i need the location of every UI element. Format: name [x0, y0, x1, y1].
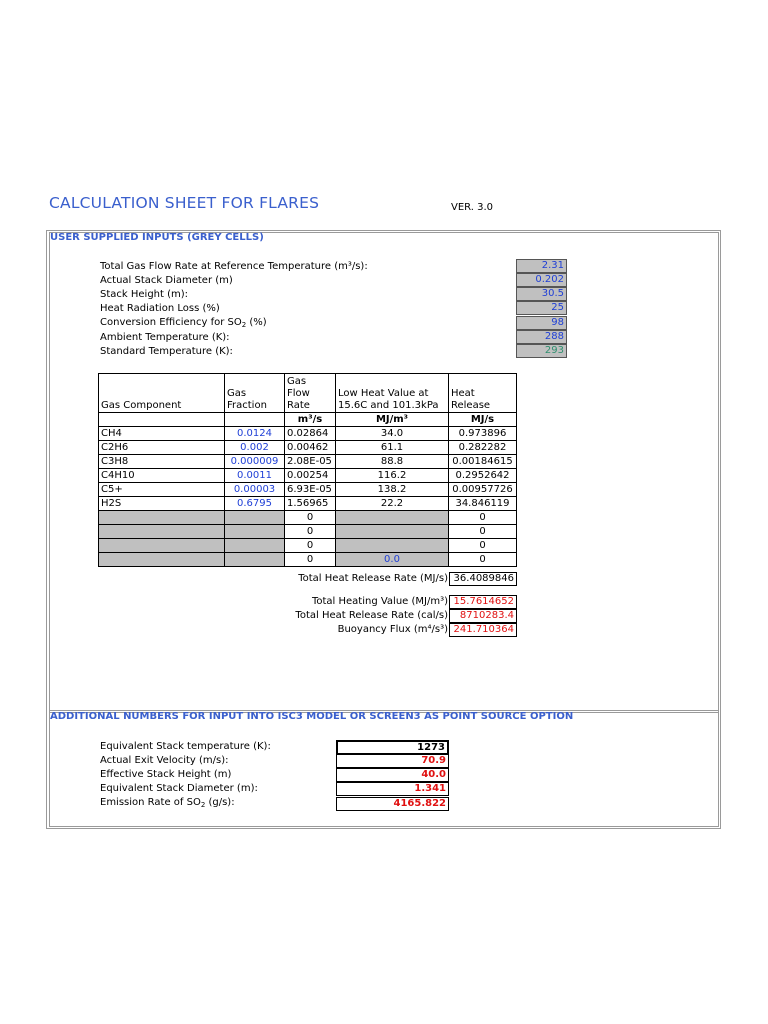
- unit-cell: [99, 413, 225, 427]
- output-label-stack-temperature: Equivalent Stack temperature (K):: [100, 741, 271, 752]
- input-label-heat-radiation-loss: Heat Radiation Loss (%): [100, 303, 220, 314]
- fraction-cell[interactable]: [225, 525, 285, 539]
- heat-value-cell[interactable]: 0.0: [336, 553, 449, 567]
- heat-release-cell: 0: [449, 511, 517, 525]
- heat-release-cell: 0.2952642: [449, 469, 517, 483]
- total-heating-value: 15.7614652: [449, 595, 517, 609]
- unit-cell: MJ/s: [449, 413, 517, 427]
- total-heating-value-label: Total Heating Value (MJ/m³): [311, 596, 448, 607]
- component-cell[interactable]: [99, 553, 225, 567]
- output-emission-rate: 4165.822: [336, 797, 449, 811]
- header-gas-flow-rate: Gas Flow Rate: [285, 374, 336, 413]
- flow-rate-cell: 0.02864: [285, 427, 336, 441]
- table-row: [99, 441, 517, 455]
- input-standard-temperature[interactable]: 293: [516, 344, 567, 358]
- fraction-cell[interactable]: 0.000009: [225, 455, 285, 469]
- heat-value-cell: 138.2: [336, 483, 449, 497]
- output-label-exit-velocity: Actual Exit Velocity (m/s):: [100, 755, 229, 766]
- table-row: [99, 525, 517, 539]
- input-ambient-temperature[interactable]: 288: [516, 330, 567, 344]
- heat-release-cell: 0.282282: [449, 441, 517, 455]
- input-label-stack-diameter: Actual Stack Diameter (m): [100, 275, 233, 286]
- output-label-effective-stack-height: Effective Stack Height (m): [100, 769, 232, 780]
- fraction-cell[interactable]: [225, 511, 285, 525]
- buoyancy-flux-label: Buoyancy Flux (m⁴/s³): [337, 624, 448, 635]
- additional-section-heading: ADDITIONAL NUMBERS FOR INPUT INTO ISC3 MODEL OR SCREEN3 AS POINT SOURCE OPTION: [50, 711, 574, 722]
- output-effective-stack-height: 40.0: [336, 768, 449, 782]
- table-row: [99, 511, 517, 525]
- flow-rate-cell: 0: [285, 511, 336, 525]
- heat-value-cell: 22.2: [336, 497, 449, 511]
- flow-rate-cell: 0: [285, 525, 336, 539]
- heat-value-cell: 61.1: [336, 441, 449, 455]
- total-heat-release-cal: 8710283.4: [449, 609, 517, 623]
- buoyancy-flux-value: 241.710364: [449, 623, 517, 637]
- total-heat-release-value: 36.4089846: [449, 572, 517, 586]
- input-heat-radiation-loss[interactable]: 25: [516, 301, 567, 315]
- table-row: [99, 469, 517, 483]
- table-row: [99, 483, 517, 497]
- table-units-row: [99, 413, 517, 427]
- heat-release-cell: 0: [449, 539, 517, 553]
- output-exit-velocity: 70.9: [336, 754, 449, 768]
- input-label-stack-height: Stack Height (m):: [100, 289, 189, 300]
- version-label: VER. 3.0: [451, 202, 494, 213]
- page-title: CALCULATION SHEET FOR FLARES: [49, 194, 320, 212]
- unit-cell: MJ/m³: [336, 413, 449, 427]
- heat-value-cell[interactable]: [336, 539, 449, 553]
- table-row: [99, 553, 517, 567]
- output-stack-temperature: 1273: [336, 740, 449, 754]
- inputs-section-heading: USER SUPPLIED INPUTS (GREY CELLS): [50, 232, 264, 243]
- output-equivalent-stack-diameter: 1.341: [336, 782, 449, 796]
- component-cell: C5+: [99, 483, 225, 497]
- header-low-heat-value: Low Heat Value at 15.6C and 101.3kPa: [336, 374, 449, 413]
- input-flow-rate[interactable]: 2.31: [516, 259, 567, 273]
- header-gas-fraction: Gas Fraction: [225, 374, 285, 413]
- input-label-ambient-temperature: Ambient Temperature (K):: [100, 332, 230, 343]
- heat-release-cell: 0.00184615: [449, 455, 517, 469]
- heat-release-cell: 34.846119: [449, 497, 517, 511]
- input-label-conversion-efficiency: Conversion Efficiency for $SO_2$ (%): [100, 317, 267, 329]
- unit-cell: m³/s: [285, 413, 336, 427]
- fraction-cell[interactable]: 0.0124: [225, 427, 285, 441]
- input-label-flow-rate: Total Gas Flow Rate at Reference Temperature (m³/s):: [100, 261, 368, 272]
- unit-cell: [225, 413, 285, 427]
- component-cell: C2H6: [99, 441, 225, 455]
- header-heat-release: Heat Release: [449, 374, 517, 413]
- output-label-equivalent-stack-diameter: Equivalent Stack Diameter (m):: [100, 783, 258, 794]
- heat-value-cell: 116.2: [336, 469, 449, 483]
- flow-rate-cell: 2.08E-05: [285, 455, 336, 469]
- table-row: [99, 427, 517, 441]
- heat-value-cell: 34.0: [336, 427, 449, 441]
- table-row: [99, 539, 517, 553]
- output-label-emission-rate: Emission Rate of $SO_2$ (g/s):: [100, 797, 235, 809]
- input-stack-diameter[interactable]: 0.202: [516, 273, 567, 287]
- component-cell[interactable]: [99, 539, 225, 553]
- table-row: [99, 497, 517, 511]
- fraction-cell[interactable]: [225, 553, 285, 567]
- gas-components-table: [98, 373, 517, 567]
- component-cell: C3H8: [99, 455, 225, 469]
- flow-rate-cell: 6.93E-05: [285, 483, 336, 497]
- component-cell[interactable]: [99, 525, 225, 539]
- fraction-cell[interactable]: 0.00003: [225, 483, 285, 497]
- flow-rate-cell: 0: [285, 539, 336, 553]
- table-row: [99, 455, 517, 469]
- flow-rate-cell: 0.00462: [285, 441, 336, 455]
- heat-release-cell: 0.973896: [449, 427, 517, 441]
- heat-value-cell: 88.8: [336, 455, 449, 469]
- heat-release-cell: 0: [449, 525, 517, 539]
- component-cell[interactable]: [99, 511, 225, 525]
- heat-release-cell: 0.00957726: [449, 483, 517, 497]
- component-cell: H2S: [99, 497, 225, 511]
- heat-release-cell: 0: [449, 553, 517, 567]
- flow-rate-cell: 0.00254: [285, 469, 336, 483]
- flow-rate-cell: 1.56965: [285, 497, 336, 511]
- flow-rate-cell: 0: [285, 553, 336, 567]
- total-heat-release-label: Total Heat Release Rate (MJ/s): [298, 573, 448, 584]
- component-cell: C4H10: [99, 469, 225, 483]
- input-label-standard-temperature: Standard Temperature (K):: [100, 346, 233, 357]
- component-cell: CH4: [99, 427, 225, 441]
- fraction-cell[interactable]: 0.002: [225, 441, 285, 455]
- header-gas-component: Gas Component: [99, 374, 225, 413]
- heat-value-cell[interactable]: [336, 511, 449, 525]
- input-conversion-efficiency[interactable]: 98: [516, 316, 567, 330]
- input-stack-height[interactable]: 30.5: [516, 287, 567, 301]
- fraction-cell[interactable]: [225, 539, 285, 553]
- table-header-row: [99, 374, 517, 413]
- fraction-cell[interactable]: 0.6795: [225, 497, 285, 511]
- heat-value-cell[interactable]: [336, 525, 449, 539]
- fraction-cell[interactable]: 0.0011: [225, 469, 285, 483]
- total-heat-release-cal-label: Total Heat Release Rate (cal/s): [295, 610, 448, 621]
